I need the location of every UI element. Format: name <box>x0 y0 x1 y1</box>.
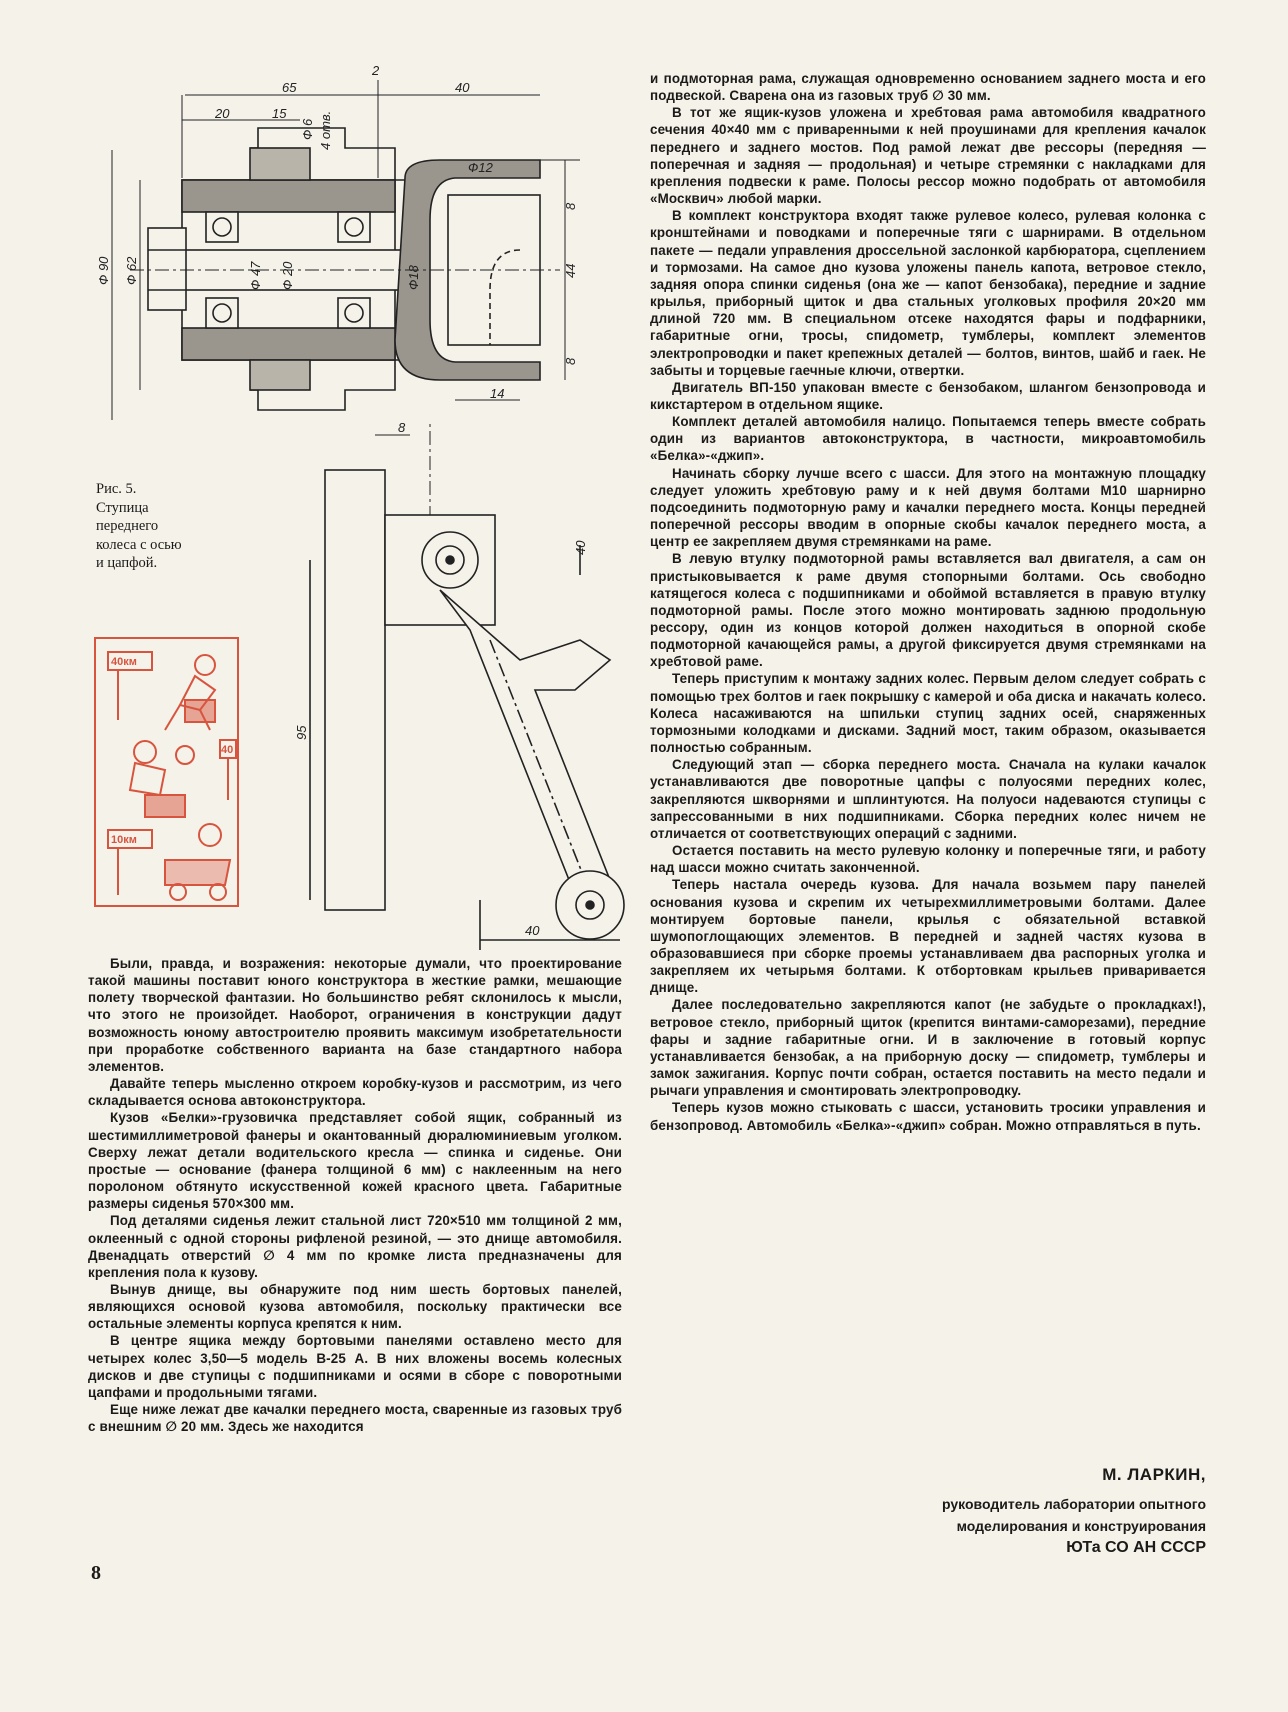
figure-caption: Рис. 5. Ступица переднего колеса с осью и цапфой. <box>96 481 182 571</box>
dim-40c: 40 <box>525 923 540 938</box>
dim-44: 44 <box>563 263 578 278</box>
dim-8b: 8 <box>563 357 578 365</box>
dim-65: 65 <box>282 80 297 95</box>
dim-8c: 8 <box>398 420 406 435</box>
swing-arm <box>440 590 610 895</box>
left-paragraph: Вынув днище, вы обнаружите под ним шесть бортовых панелей, являющихся основой кузова автомобиля, поскольку практически все остальные элементы корпуса крепятся к ним. <box>88 1281 622 1332</box>
dim-20b: Ф 20 <box>280 261 295 290</box>
left-paragraph: Еще ниже лежат две качалки переднего моста, сваренные из газовых труб с внешним ∅ 20 мм. Здесь же находится <box>88 1402 622 1435</box>
dim-40b: 40 <box>573 540 588 555</box>
right-paragraph: В левую втулку подмоторной рамы вставляется вал двигателя, а сам он пристыковывается к раме двумя стопорными болтами. Ось свободно катящегося колеса с подшипниками и обоймой вставляется в правую втулку подмоторной рамы. После этого можно монтировать заднюю продольную рессору, один из концов которой должен находиться в опорной скобе подмоторной качающейся рамы, а другой фиксируется двумя стремянками на хребтовой раме. <box>650 551 1206 670</box>
author-signature <box>942 1465 1206 1559</box>
dim-14: 14 <box>490 386 505 401</box>
right-paragraph: и подмоторная рама, служащая одновременно основанием заднего моста и его подвеской. Сварена она из газовых труб ∅ 30 мм. <box>650 71 1206 104</box>
axle-nut <box>148 228 186 310</box>
author-position-line: ЮТа СО АН СССР <box>1066 1539 1206 1556</box>
dim-8a: 8 <box>563 202 578 210</box>
right-paragraph: Следующий этап — сборка переднего моста. Сначала на кулаки качалок устанавливаются две поворотные цапфы с полуосями передних колес, закрепляются шкворнями и шплинтуются. На полуоси надеваются ступицы с запрессованными в них подшипниками. Сборка передних колес ничем не отличается от соответствующих операций с задними. <box>650 757 1206 841</box>
frame-tube <box>325 470 385 910</box>
author-name: М. ЛАРКИН, <box>1102 1465 1206 1484</box>
author-position-line: моделирования и конструирования <box>956 1518 1206 1534</box>
page-number: 8 <box>91 1562 101 1584</box>
cartoon-sign-1: 40км <box>111 656 137 668</box>
dim-holes: 4 отв. <box>318 110 333 150</box>
right-paragraph: Далее последовательно закрепляются капот (не забудьте о прокладках!), ветровое стекло, приборный щиток (крепится винтами-саморезами), передние фары и задние габаритные огни. И в заключение в готовый корпус устанавливается бензобак, а на приборную доску — спидометр, тумблеры и замок зажигания. Корпус почти собран, остается поставить на место педали и рычаги управления и смонтировать электропроводку. <box>650 997 1206 1099</box>
left-paragraph: Были, правда, и возражения: некоторые думали, что проектирование такой машины поставит юного конструктора в жесткие рамки, мешающие полету творческой фантазии. Но большинство ребят склонилось к мысли, что этого не произойдет. Наоборот, ограничения в конструкции дадут возможность юному автостроителю проявить максимум изобретательности при проработке собственного варианта на базе стандартного набора элементов. <box>88 956 622 1074</box>
left-paragraph: В центре ящика между бортовыми панелями оставлено место для четырех колес 3,50—5 модель В-25 А. В них вложены восемь колесных дисков и две ступицы с подшипниками и осями в сборе с поворотными цапфами и продольными тягами. <box>88 1333 622 1400</box>
cartoon-sign-2: 40 <box>221 744 234 756</box>
author-position-line: руководитель лаборатории опытного <box>942 1496 1206 1512</box>
left-paragraph: Давайте теперь мысленно откроем коробку-кузов и рассмотрим, из чего складывается основа автоконструктора. <box>88 1076 622 1109</box>
right-paragraph: Комплект деталей автомобиля налицо. Попытаемся теперь вместе собрать один из вариантов автоконструктора, в частности, микроавтомобиль «Белка»-«джип». <box>650 414 1206 464</box>
cartoon-panel <box>95 638 238 906</box>
dim-12: Ф12 <box>468 160 493 175</box>
dim-40: 40 <box>455 80 470 95</box>
right-paragraph: В тот же ящик-кузов уложена и хребтовая рама автомобиля квадратного сечения 40×40 мм с приваренными к ней проушинами для крепления качалок переднего и заднего мостов. Под рамой лежат две рессоры (передняя — поперечная и задняя — продольная) и четыре стремянки с накладками для крепления подвески к раме. Полосы рессор можно подобрать от автомобиля «Москвич» любой марки. <box>650 105 1206 207</box>
right-paragraph: Теперь настала очередь кузова. Для начала возьмем пару панелей основания кузова и скрепим их четырехмиллиметровыми болтами. Далее монтируем бортовые панели, крылья с обязательной вставкой шумопоглощающих элементов. В передней и задней частях кузова в образовавшиеся при сборке проемы устанавливаем два распорных уголка и закрепляем их четырьмя болтами. К отбортовкам крыльев приваривается днище. <box>650 877 1206 996</box>
dim-2: 2 <box>372 63 380 78</box>
left-paragraph: Кузов «Белки»-грузовичка представляет собой ящик, собранный из шестимиллиметровой фанеры и окантованный дюралюминиевым уголком. Сверху лежат детали водительского кресла — спинка и сиденье. Они простые — основание (фанера толщиной 6 мм) с наклеенным на него поролоном обтянуто искусственной кожей красного цвета. Габаритные размеры сиденья 570×300 мм. <box>88 1110 622 1212</box>
dim-47: Ф 47 <box>248 261 263 290</box>
dim-18: Ф18 <box>406 265 421 290</box>
left-paragraph: Под деталями сиденья лежит стальной лист 720×510 мм толщиной 2 мм, оклеенный с одной стороны рифленой резиной, — это днище автомобиля. Двенадцать отверстий ∅ 4 мм по кромке листа предназначены для крепления пола к кузову. <box>88 1213 622 1280</box>
dim-62: Ф 62 <box>124 256 139 285</box>
dim-15: 15 <box>272 106 287 121</box>
right-paragraph: Теперь приступим к монтажу задних колес. Первым делом следует собрать с помощью трех болтов и гаек покрышку с камерой и оба диска и накачать колесо. Колеса насаживаются на шпильки ступиц задних осей, снаряженных тормозными колодками и дисками. Задний мост, таким образом, оказывается полностью собранным. <box>650 671 1206 756</box>
dim-95: 95 <box>294 725 309 740</box>
right-paragraph: Теперь кузов можно стыковать с шасси, установить тросики управления и бензопровод. Автомобиль «Белка»-«джип» собран. Можно отправляться в путь. <box>650 1100 1206 1133</box>
right-paragraph: Остается поставить на место рулевую колонку и поперечные тяги, и работу над шасси можно считать законченной. <box>650 843 1206 876</box>
right-paragraph: Двигатель ВП-150 упакован вместе с бензобаком, шлангом бензопровода и кикстартером в отдельном ящике. <box>650 379 1206 412</box>
right-paragraph: Начинать сборку лучше всего с шасси. Для этого на монтажную площадку следует уложить хребтовую раму и к ней двумя болтами М10 шарнирно подсоединить подмоторную раму и качалки переднего моста. Концы передней поперечной рессоры вводим в опорные скобы качалок переднего моста, а центр ее закрепляем двумя стремянками на раме. <box>650 465 1206 550</box>
right-paragraph: В комплект конструктора входят также рулевое колесо, рулевая колонка с кронштейнами и поводками и поперечные тяги с шарнирами. В отдельном пакете — педали управления дроссельной заслонкой карбюратора, сцеплением и тормозами. На самое дно кузова уложены панель капота, ветровое стекло, задняя опора спинки сиденья (она же — капот бензобака), передние и задние крылья, приборный щиток и два стальных уголковых профиля 20×20 мм длиной 720 мм. В специальном отсеке находятся фары и подфарники, габаритные огни, тросы, спидометр, тумблеры, комплект элементов электропроводки и пакет крепежных деталей — болтов, винтов, шайб и гаек. Не забыты и торцевые гаечные ключи, отвертки. <box>650 208 1206 378</box>
left-column <box>88 955 622 1435</box>
dim-90: Ф 90 <box>96 256 111 285</box>
right-column <box>650 70 1206 1134</box>
dim-20: 20 <box>215 106 230 121</box>
dim-6: Ф 6 <box>300 118 315 140</box>
cartoon-sign-3: 10км <box>111 834 137 846</box>
